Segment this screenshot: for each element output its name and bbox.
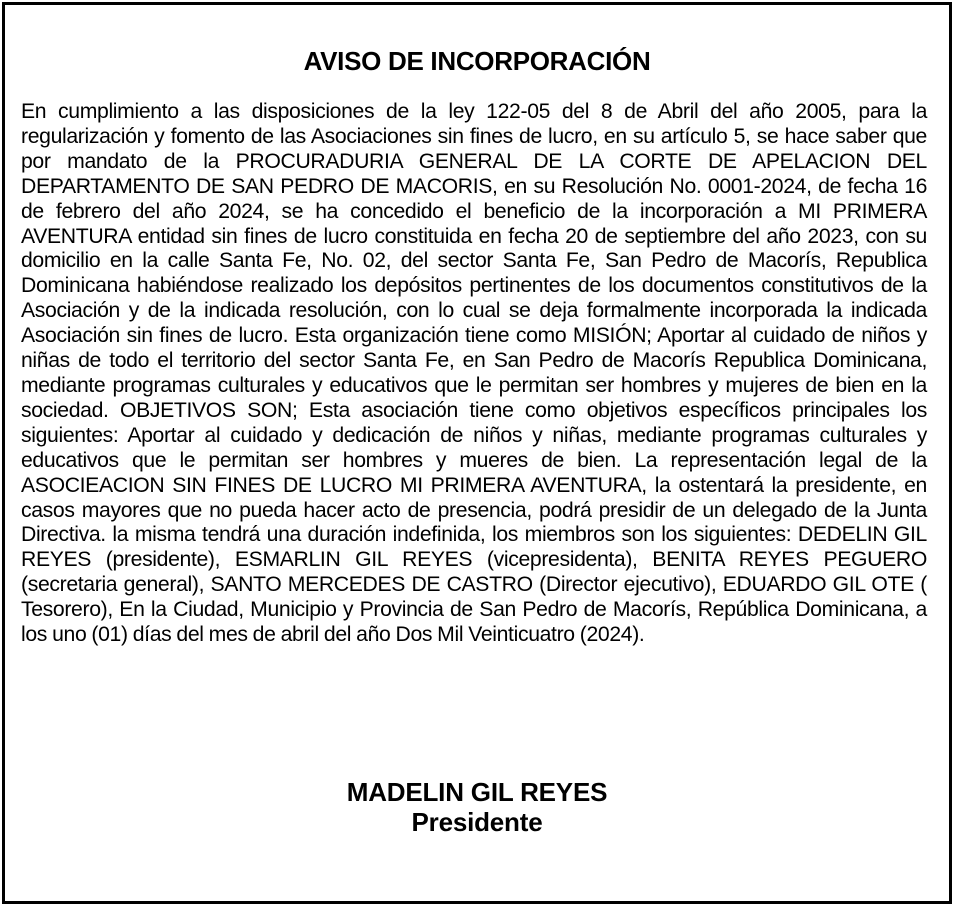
signatory-role: Presidente (411, 807, 543, 837)
signatory-name: MADELIN GIL REYES (346, 777, 608, 807)
incorporation-notice (2, 2, 952, 904)
notice-title: AVISO DE INCORPORACIÓN (303, 46, 651, 76)
notice-body: En cumplimiento a las disposiciones de la ley 122-05 del 8 de Abril del año 2005, para la regularización y fomento de las Asociaciones sin fines de lucro, en su artículo 5, se hace saber que por mandato de la PROCURADURIA GENERAL DE LA CORTE DE APELACION DEL DEPARTAMENTO DE SAN PEDRO DE MACORIS, en su Resolución No. 0001-2024, de fecha 16 de febrero del año 2024, se ha concedido el beneficio de la incorporación a MI PRIMERA AVENTURA entidad sin fines de lucro constituida en fecha 20 de septiembre del año 2023, con su domicilio en la calle Santa Fe, No. 02, del sector Santa Fe, San Pedro de Macorís, Republica Dominicana habiéndose realizado los depósitos pertinentes de los documentos constitutivos de la Asociación y de la indicada resolución, con lo cual se deja formalmente incorporada la indicada Asociación sin fines de lucro. Esta organización tiene como MISIÓN; Aportar al cuidado de niños y niñas de todo el territorio del sector Santa Fe, en San Pedro de Macorís Republica Dominicana, mediante programas culturales y educativos que le permitan ser hombres y mujeres de bien en la sociedad. OBJETIVOS SON; Esta asociación tiene como objetivos específicos principales los siguientes: Aportar al cuidado y dedicación de niños y niñas, mediante programas culturales y educativos que le permitan ser hombres y mueres de bien. La representación legal de la ASOCIEACION SIN FINES DE LUCRO MI PRIMERA AVENTURA, la ostentará la presidente, en casos mayores que no pueda hacer acto de presencia, podrá presidir de un delegado de la Junta Directiva. la misma tendrá una duración indefinida, los miembros son los siguientes: DEDELIN GIL REYES (presidente), ESMARLIN GIL REYES (vicepresidenta), BENITA REYES PEGUERO (secretaria general), SANTO MERCEDES DE CASTRO (Director ejecutivo), EDUARDO GIL OTE ( Tesorero), En la Ciudad, Municipio y Provincia de San Pedro de Macorís, República Dominicana, a los uno (01) días del mes de abril del año Dos Mil Veinticuatro (2024). (21, 100, 927, 647)
